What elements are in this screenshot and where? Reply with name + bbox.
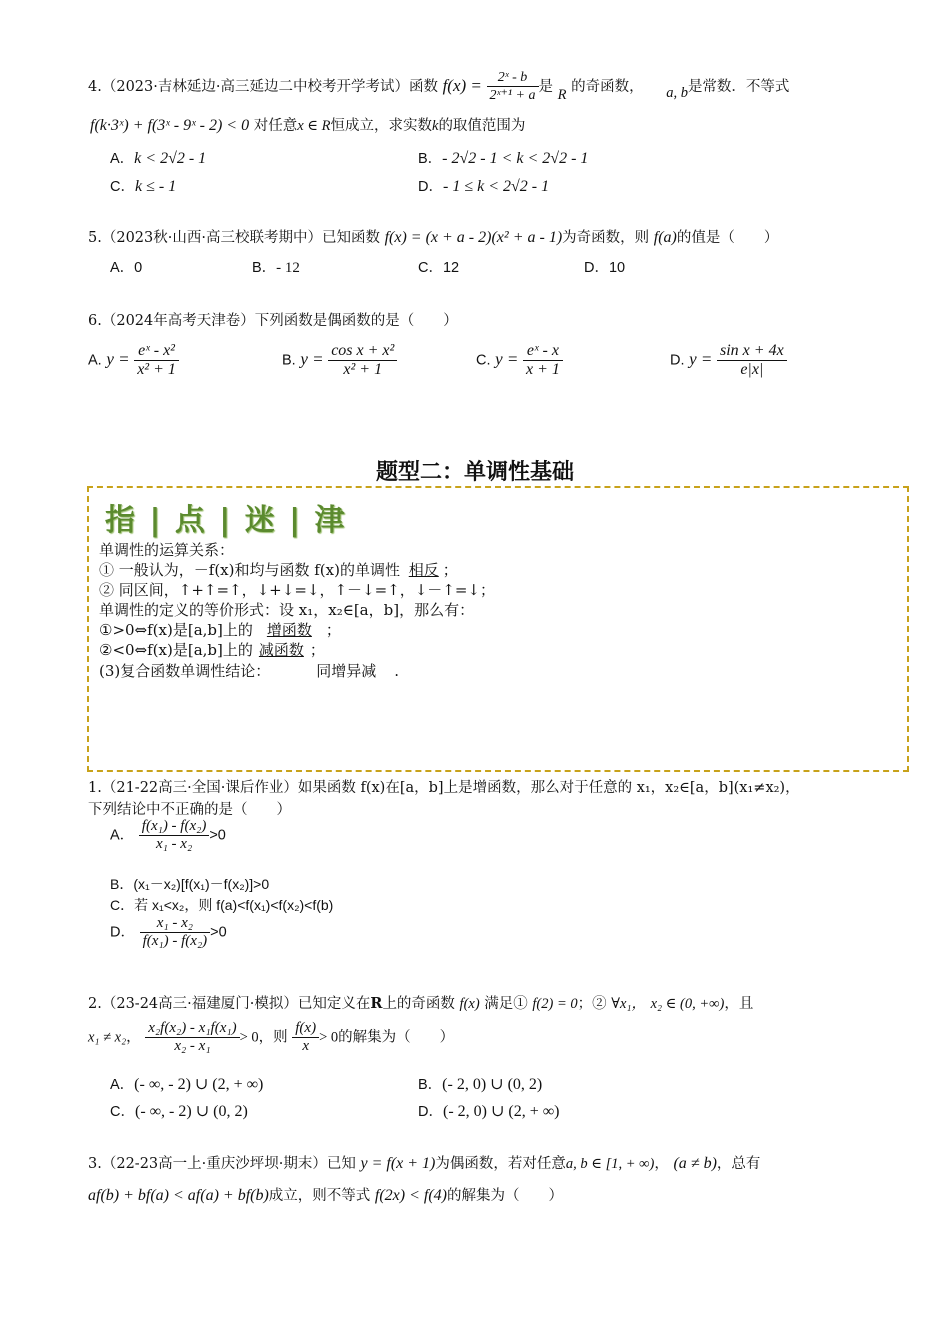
option-label: B． <box>418 1077 443 1093</box>
tips-banner: 指 | 点 | 迷 | 津 <box>105 503 347 538</box>
option-label: D． <box>584 260 609 276</box>
option-label: D. <box>670 352 685 369</box>
option-expr: 10 <box>608 260 626 276</box>
q4-line1 <box>88 70 789 104</box>
p1-line2: 下列结论中不正确的是（ ） <box>88 802 291 818</box>
q5-text: 的值是（ ） <box>676 230 779 246</box>
option-lhs: y = <box>495 349 519 369</box>
p2-text: 已知定义在 <box>297 996 371 1012</box>
p1-option-d[interactable] <box>110 915 227 950</box>
q5-line1 <box>88 226 778 247</box>
q6-number: 6. <box>88 313 102 329</box>
frac-den: x₁ - x₂ <box>155 836 193 852</box>
p2-inequality-fraction <box>292 1020 319 1055</box>
p2-f2: f(2) = 0 <box>532 996 578 1012</box>
option-label: A． <box>110 1077 135 1093</box>
option-label: A. <box>88 352 102 369</box>
p2-option-a[interactable] <box>110 1073 263 1094</box>
p2-text: ；② <box>577 996 607 1012</box>
frac-num: eˣ - x² <box>134 342 179 361</box>
option-label: D． <box>418 1104 443 1120</box>
tips-line1: 单调性的运算关系： <box>99 541 235 559</box>
p2-fx: f(x) <box>459 996 480 1012</box>
p1-source: （21-22高三·全国·课后作业） <box>101 780 298 796</box>
q5-fa: f(a) <box>653 229 677 246</box>
q4-frac-num: 2ˣ - b <box>487 70 539 87</box>
q4-number: 4. <box>88 79 102 95</box>
tips-text: ①>0⇔f(x)是[a,b]上的 <box>99 621 253 639</box>
tips-line3: ② 同区间，↑+↑=↑，↓+↓=↓，↑－↓=↑，↓－↑=↓； <box>99 581 495 599</box>
q6-text: 下列函数是偶函数的是（ ） <box>254 313 458 329</box>
option-label: C. <box>476 352 491 369</box>
option-expr: 12 <box>442 260 460 276</box>
option-label: C． <box>418 260 443 276</box>
tips-text: ②<0⇔f(x)是[a,b]上的 <box>99 641 253 659</box>
p2-ineq-tail: > 0 <box>319 1029 339 1046</box>
p2-text: 满足① <box>484 996 528 1012</box>
option-fraction <box>134 342 179 379</box>
option-expr: (- 2, 0) ∪ (0, 2) <box>442 1076 543 1093</box>
p2-text: ，且 <box>724 996 754 1012</box>
option-expr: (- ∞, - 2) ∪ (2, + ∞) <box>134 1076 264 1093</box>
q4-ab: a, b <box>666 85 688 101</box>
option-fraction <box>328 342 397 379</box>
q4-text: 是 <box>538 79 553 95</box>
option-fraction <box>717 342 787 379</box>
q4-option-c[interactable] <box>110 175 176 196</box>
tips-answer: 减函数 <box>258 641 304 659</box>
p3-text: 为偶函数，若对任意 <box>435 1156 566 1172</box>
option-expr: - 1 ≤ k < 2√2 - 1 <box>442 178 550 195</box>
q5-option-a[interactable] <box>110 256 142 277</box>
q6-option-d[interactable] <box>670 342 787 379</box>
tips-line6 <box>99 639 325 660</box>
p1-line1 <box>88 776 800 797</box>
q5-option-b[interactable] <box>252 256 300 277</box>
tips-answer: 增函数 <box>266 621 312 639</box>
q4-line2 <box>90 114 525 135</box>
q4-option-d[interactable] <box>418 175 549 196</box>
p3-ab-in: a, b ∈ [1, + ∞) <box>565 1156 655 1172</box>
section-title: 题型二：单调性基础 <box>375 460 574 485</box>
option-expr: 0 <box>134 260 143 276</box>
p3-inequality: af(b) + bf(a) < af(a) + bf(b) <box>88 1187 269 1204</box>
tips-answer: 同增异减 <box>316 662 377 680</box>
frac-den: x² + 1 <box>137 361 176 378</box>
option-label: B． <box>418 151 443 167</box>
frac-num: sin x + 4x <box>717 342 787 361</box>
p2-cond-tail: > 0 <box>239 1029 259 1046</box>
option-label: A． <box>110 260 135 276</box>
option-tail: >0 <box>209 827 226 844</box>
p2-R: R <box>370 995 383 1012</box>
q4-R: R <box>557 87 567 103</box>
q6-option-a[interactable] <box>88 342 179 379</box>
option-expr: - 12 <box>276 260 300 276</box>
tips-line4: 单调性的定义的等价形式：设 x₁，x₂∈[a，b]，那么有： <box>99 601 475 619</box>
option-label: D． <box>110 924 135 941</box>
p2-line1 <box>88 992 753 1013</box>
q6-option-c[interactable] <box>476 342 563 379</box>
p2-number: 2. <box>88 996 102 1012</box>
option-expr: k ≤ - 1 <box>134 178 177 195</box>
option-label: A． <box>110 827 135 844</box>
option-lhs: y = <box>300 349 324 369</box>
option-expr: - 2√2 - 1 < k < 2√2 - 1 <box>442 150 589 167</box>
q5-option-d[interactable] <box>584 256 625 277</box>
tips-text: (3)复合函数单调性结论： <box>99 662 271 680</box>
q4-text: 恒成立，求实数 <box>330 118 432 134</box>
p3-text: 已知 <box>326 1156 356 1172</box>
p3-yfx: y = f(x + 1) <box>360 1155 436 1172</box>
p2-condition-fraction <box>145 1020 239 1055</box>
option-tail: >0 <box>210 924 227 941</box>
p2-text: 上的奇函数 <box>382 996 455 1012</box>
frac-den: x² + 1 <box>343 361 383 378</box>
q4-text: 对任意 <box>253 118 298 134</box>
option-label: B. <box>282 352 296 369</box>
q4-text: 的奇函数， <box>571 79 644 95</box>
p3-text: 成立，则不等式 <box>268 1188 371 1204</box>
p2-forall: ∀x₁， <box>611 996 646 1012</box>
p3-inequality2: f(2x) < f(4) <box>374 1187 448 1204</box>
option-expr: (- ∞, - 2) ∪ (0, 2) <box>134 1103 248 1120</box>
frac-den: e|x| <box>740 361 764 378</box>
frac-den: x <box>302 1038 310 1054</box>
q4-x-in-R: x ∈ R <box>297 118 331 134</box>
q5-text: 为奇函数，则 <box>562 230 650 246</box>
q4-inequality: f(k·3ˣ) + f(3ˣ - 9ˣ - 2) < 0 <box>90 117 250 134</box>
frac-num: x₂f(x₂) - x₁f(x₁) <box>145 1020 239 1038</box>
option-label: B． <box>252 260 277 276</box>
p1-option-b[interactable]: B．(x₁－x₂)[f(x₁)－f(x₂)]>0 <box>110 876 270 892</box>
q5-fx: f(x) = (x + a - 2)(x² + a - 1) <box>384 229 563 246</box>
tips-text: 均与函数 f(x)的单调性 <box>249 561 400 579</box>
p3-text: ， <box>654 1156 669 1172</box>
p2-source: （23-24高三·福建厦门·模拟） <box>101 996 298 1012</box>
frac-num: f(x) <box>292 1020 319 1038</box>
p3-line1 <box>88 1152 760 1173</box>
tips-text: ； <box>442 561 458 579</box>
q6-option-b[interactable] <box>282 342 397 379</box>
option-lhs: y = <box>106 349 130 369</box>
q4-fraction <box>487 70 539 104</box>
tips-line7 <box>99 660 399 681</box>
p2-line2 <box>88 1020 454 1055</box>
p3-text: ，总有 <box>716 1156 761 1172</box>
tips-text: ； <box>309 641 325 659</box>
p3-source: （22-23高一上·重庆沙坪坝·期末） <box>101 1156 327 1172</box>
frac-num: f(x₁) - f(x₂) <box>139 818 210 836</box>
option-fraction <box>139 818 210 853</box>
p2-x1-ne-x2: x₁ ≠ x₂ <box>88 1029 127 1046</box>
option-lhs: y = <box>689 349 713 369</box>
p2-x2-in: x₂ ∈ (0, +∞) <box>650 996 725 1012</box>
q4-option-b[interactable] <box>418 147 588 168</box>
p2-option-b[interactable] <box>418 1073 542 1094</box>
p2-text: ，则 <box>258 1029 288 1046</box>
q4-option-a[interactable] <box>110 147 206 168</box>
p1-option-a[interactable] <box>110 818 226 853</box>
q4-text: 函数 <box>408 79 438 95</box>
option-label: D． <box>418 179 443 195</box>
p3-number: 3. <box>88 1156 102 1172</box>
option-label: C． <box>110 1104 135 1120</box>
p2-option-c[interactable] <box>110 1100 248 1121</box>
tips-line2 <box>99 559 458 580</box>
q6-source: （2024年高考天津卷） <box>101 313 255 329</box>
frac-den: x + 1 <box>526 361 560 378</box>
option-label: C． <box>110 179 135 195</box>
tips-line5 <box>99 619 341 640</box>
p3-line2 <box>88 1184 563 1205</box>
p1-option-c[interactable]: C．若 x₁<x₂，则 f(a)<f(x₁)<f(x₂)<f(b) <box>110 897 334 913</box>
option-expr: k < 2√2 - 1 <box>134 150 207 167</box>
q4-source: （2023·吉林延边·高三延边二中校考开学考试） <box>101 79 409 95</box>
q4-fx: f(x) = <box>442 76 482 95</box>
tips-answer: 相反 <box>408 561 439 579</box>
frac-num: x₁ - x₂ <box>140 915 211 933</box>
option-label: A． <box>110 151 135 167</box>
q5-option-c[interactable] <box>418 256 459 277</box>
frac-den: f(x₁) - f(x₂) <box>142 933 208 949</box>
q6-line1 <box>88 309 458 330</box>
q4-k: k <box>432 118 439 134</box>
tips-text: . <box>394 662 400 680</box>
p3-a-ne-b: (a ≠ b) <box>673 1155 717 1172</box>
option-fraction <box>140 915 211 950</box>
frac-den: x₂ - x₁ <box>174 1038 211 1054</box>
q5-number: 5. <box>88 230 102 246</box>
p2-text: 的解集为（ ） <box>338 1029 455 1046</box>
q5-text: 已知函数 <box>321 230 380 246</box>
q4-text: 的取值范围为 <box>438 118 526 134</box>
p3-text: 的解集为（ ） <box>447 1188 564 1204</box>
option-expr: (- 2, 0) ∪ (2, + ∞) <box>442 1103 560 1120</box>
p1-number: 1. <box>88 780 102 796</box>
tips-text: ① 一般认为，－f(x)和 <box>99 561 250 579</box>
option-fraction <box>523 342 563 379</box>
q5-source: （2023秋·山西·高三校联考期中） <box>101 230 322 246</box>
tips-text: ； <box>325 621 341 639</box>
frac-num: eˣ - x <box>523 342 563 361</box>
p1-text: 如果函数 f(x)在[a，b]上是增函数，那么对于任意的 x₁，x₂∈[a，b](x₁≠x₂)， <box>297 780 800 796</box>
q4-text: 是常数．不等式 <box>687 79 790 95</box>
frac-num: cos x + x² <box>328 342 397 361</box>
p2-text: ， <box>126 1029 141 1046</box>
p2-option-d[interactable] <box>418 1100 559 1121</box>
q4-frac-den: 2ˣ⁺¹ + a <box>489 88 536 103</box>
